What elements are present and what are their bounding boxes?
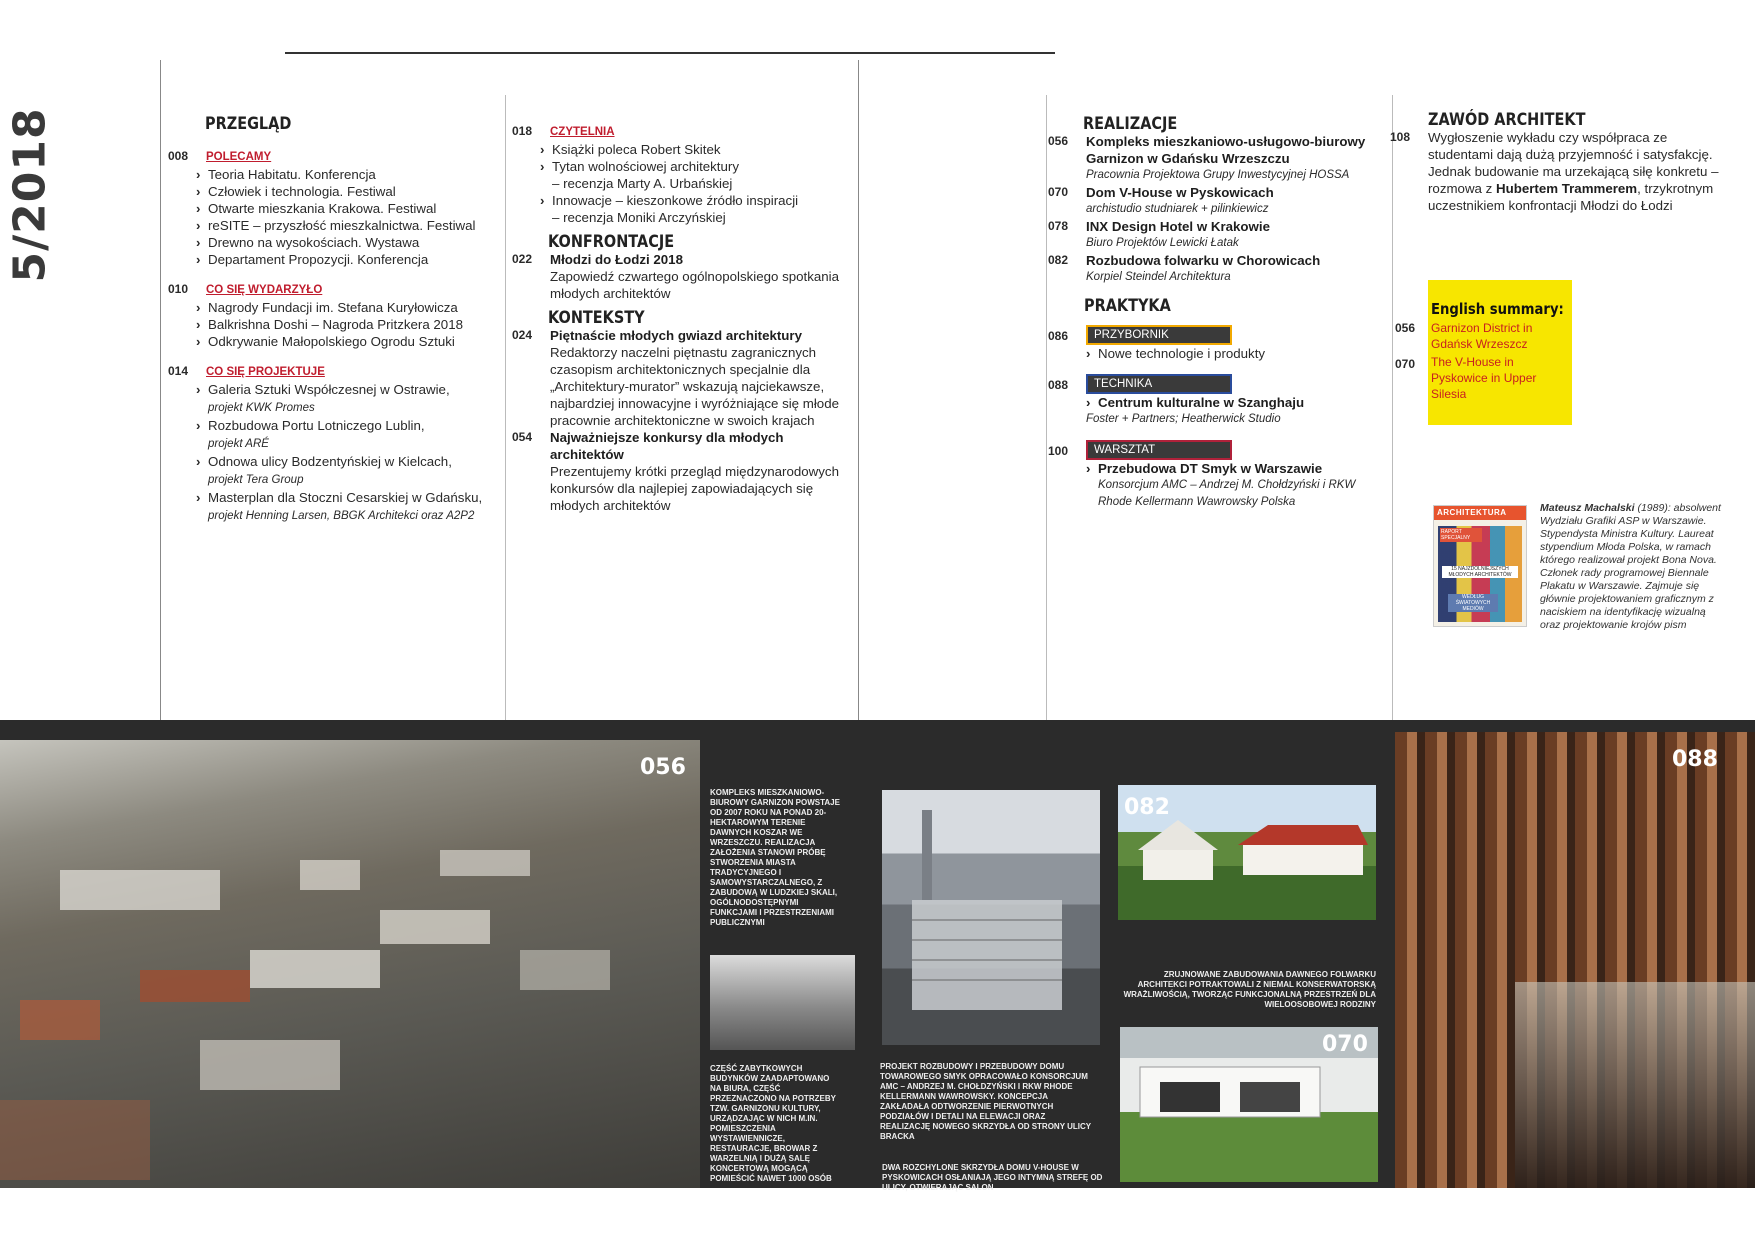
page-number: 010: [168, 282, 189, 296]
divider: [1046, 95, 1047, 720]
page-number: 070: [1322, 1032, 1368, 1057]
page-number: 014: [168, 364, 189, 378]
page-number: 100: [1048, 444, 1069, 458]
page-number: 082: [1048, 253, 1069, 267]
category-tag: WARSZTAT: [1086, 440, 1232, 460]
article-desc: Prezentujemy krótki przegląd międzynarodowych konkursów dla najlepiej zapowiadających się młodych architektów: [550, 464, 839, 513]
list-item[interactable]: › Otwarte mieszkania Krakowa. Festiwal: [196, 200, 498, 217]
subsection-title[interactable]: CO SIĘ WYDARZYŁO: [206, 284, 323, 296]
cover-text: RAPORT SPECJALNY: [1440, 528, 1482, 542]
page-number: 088: [1672, 747, 1718, 772]
page-number: 056: [640, 755, 686, 780]
article-title[interactable]: Rozbudowa folwarku w Chorowicach: [1086, 253, 1321, 268]
section-heading: PRAKTYKA: [1084, 296, 1171, 316]
article-title[interactable]: INX Design Hotel w Krakowie: [1086, 219, 1270, 234]
list-item[interactable]: › Drewno na wysokościach. Wystawa: [196, 234, 498, 251]
photo-historic[interactable]: [710, 955, 855, 1050]
list-item[interactable]: › Przebudowa DT Smyk w Warszawie: [1086, 460, 1383, 477]
page-number: 022: [512, 252, 533, 266]
list-item[interactable]: › Tytan wolnościowej architektury – recenzja Marty A. Urbańskiej: [540, 158, 847, 192]
subsection-title[interactable]: POLECAMY: [206, 151, 272, 163]
list-item[interactable]: › reSITE – przyszłość mieszkalnictwa. Festiwal: [196, 217, 498, 234]
list-item[interactable]: › Człowiek i technologia. Festiwal: [196, 183, 498, 200]
article-author: Pracownia Projektowa Grupy Inwestycyjnej HOSSA: [1086, 169, 1350, 181]
list-item[interactable]: › Nowe technologie i produkty: [1086, 345, 1383, 362]
page-number: 056: [1048, 134, 1069, 148]
column-4: [1390, 112, 1725, 214]
page-number: 078: [1048, 219, 1069, 233]
photo-garnizon[interactable]: [0, 740, 700, 1188]
cover-logo: ARCHITEKTURA: [1434, 506, 1526, 520]
section-heading: ZAWÓD ARCHITEKT: [1428, 110, 1586, 130]
page-number: 056: [1395, 321, 1416, 335]
list-item[interactable]: › Balkrishna Doshi – Nagroda Pritzkera 2018: [196, 316, 498, 333]
article-title[interactable]: Młodzi do Łodzi 2018: [550, 252, 683, 267]
category-tag: TECHNIKA: [1086, 374, 1232, 394]
photo-shanghai[interactable]: [1395, 732, 1755, 1188]
category-tag: PRZYBORNIK: [1086, 325, 1232, 345]
spine: [858, 60, 859, 720]
page-number: 070: [1048, 185, 1069, 199]
page-number: 086: [1048, 329, 1069, 343]
photo-smyk[interactable]: [882, 790, 1100, 1045]
article-title[interactable]: Najważniejsze konkursy dla młodych architektów: [550, 430, 784, 462]
page-number: 108: [1390, 130, 1411, 144]
article-title[interactable]: Piętnaście młodych gwiazd architektury: [550, 328, 802, 343]
page-number: 054: [512, 430, 533, 444]
subsection-title[interactable]: CZYTELNIA: [550, 126, 615, 138]
list-item[interactable]: › Galeria Sztuki Współczesnej w Ostrawie, projekt KWK Promes: [196, 381, 498, 417]
magazine-cover[interactable]: [1433, 505, 1527, 627]
list-item[interactable]: › Masterplan dla Stoczni Cesarskiej w Gdańsku, projekt Henning Larsen, BBGK Architekci oraz A2P2: [196, 489, 498, 525]
photo-caption: CZĘŚĆ ZABYTKOWYCH BUDYNKÓW ZAADAPTOWANO NA BIURA, CZĘŚĆ PRZEZNACZONO NA POTRZEBY TZW. GARNIZONU KULTURY, URZĄDZAJĄC W NICH M.IN. POMIESZCZENIA WYSTAWIENNICZE, RESTAURACJE, BROWAR Z WARZELNIĄ I DUŻĄ SALĘ KONCERTOWĄ MOGĄCĄ POMIEŚCIĆ NAWET 1000 OSÓB: [710, 1064, 836, 1183]
article-author: archistudio studniarek + pilinkiewicz: [1086, 203, 1269, 215]
article-title[interactable]: Dom V-House w Pyskowicach: [1086, 185, 1274, 200]
divider: [285, 52, 1055, 54]
section-heading: REALIZACJE: [1083, 114, 1178, 134]
column-3: [1048, 116, 1383, 511]
list-item[interactable]: › Innowacje – kieszonkowe źródło inspiracji – recenzja Moniki Arczyńskiej: [540, 192, 847, 226]
article-desc: Redaktorzy naczelni piętnastu zagranicznych czasopism architektonicznych specjalnie dla „Architektury-murator” wskazują najciekawsze, najbardziej innowacyjne i wyróżniające się młode pracownie architektoniczne w swoich krajach: [550, 345, 839, 428]
list-item[interactable]: › Odnowa ulicy Bodzentyńskiej w Kielcach, projekt Tera Group: [196, 453, 498, 489]
article-desc[interactable]: Wygłoszenie wykładu czy współpraca ze studentami dają dużą przyjemność i satysfakcję. Jednak budowanie ma urzekającą siłę konkretu – rozmowa z Hubertem Trammerem, trzykrotnym uczestnikiem konfrontacji Młodzi do Łodzi: [1428, 130, 1719, 213]
article-author: Biuro Projektów Lewicki Łatak: [1086, 237, 1239, 249]
english-item[interactable]: Garnizon District in Gdańsk Wrzeszcz: [1431, 321, 1533, 351]
section-heading: KONTEKSTY: [548, 308, 645, 328]
article-author: Korpiel Steindel Architektura: [1086, 271, 1231, 283]
cover-credit: Mateusz Machalski (1989): absolwent Wydziału Grafiki ASP w Warszawie. Stypendysta Ministra Kultury. Laureat stypendium Młoda Polska, w ramach którego realizował projekt Bona Nova. Członek rady programowej Biennale Plakatu w Warszawie. Zajmuje się głównie projektowaniem graficznym z naciskiem na identyfikację wizualną oraz projektowanie krojów pism: [1540, 502, 1721, 631]
article-author: Konsorcjum AMC – Andrzej M. Chołdzyński i RKW Rhode Kellermann Wawrowsky Polska: [1098, 479, 1356, 508]
english-summary-box: [1428, 280, 1572, 425]
list-item[interactable]: › Teoria Habitatu. Konferencja: [196, 166, 498, 183]
page-number: 008: [168, 149, 189, 163]
page-number: 082: [1124, 795, 1170, 820]
photo-caption: DWA ROZCHYLONE SKRZYDŁA DOMU V-HOUSE W PYSKOWICACH OSŁANIAJĄ JEGO INTYMNĄ STREFĘ OD ULICY, OTWIERAJĄC SALON: [882, 1163, 1103, 1192]
page-number: 088: [1048, 378, 1069, 392]
list-item[interactable]: › Książki poleca Robert Skitek: [540, 141, 847, 158]
przeglad-column: [168, 116, 498, 525]
page-number: 024: [512, 328, 533, 342]
article-author: Foster + Partners; Heatherwick Studio: [1086, 413, 1281, 425]
photo-strip: [0, 720, 1755, 1192]
column-2: [512, 122, 847, 514]
cover-text: WEDŁUG ŚWIATOWYCH MEDIÓW: [1448, 594, 1498, 612]
page-number: 070: [1395, 357, 1416, 371]
english-item[interactable]: The V-House in Pyskowice in Upper Silesia: [1431, 355, 1537, 401]
english-summary-title: English summary:: [1431, 300, 1564, 318]
list-item[interactable]: › Centrum kulturalne w Szanghaju: [1086, 394, 1383, 411]
section-heading: PRZEGLĄD: [205, 114, 292, 134]
section-heading: KONFRONTACJE: [548, 232, 675, 252]
article-desc: Zapowiedź czwartego ogólnopolskiego spotkania młodych architektów: [550, 269, 840, 301]
list-item[interactable]: › Rozbudowa Portu Lotniczego Lublin, projekt ARÉ: [196, 417, 498, 453]
article-title[interactable]: Kompleks mieszkaniowo-usługowo-biurowy Garnizon w Gdańsku Wrzeszczu: [1086, 134, 1366, 166]
photo-caption: KOMPLEKS MIESZKANIOWO-BIUROWY GARNIZON POWSTAJE OD 2007 ROKU NA PONAD 20-HEKTAROWYM TERENIE DAWNYCH KOSZAR WE WRZESZCZU. REALIZACJA ZAŁOŻENIA STANOWI PRÓBĘ STWORZENIA MIASTA TRADYCYJNEGO I SAMOWYSTARCZALNEGO, Z ZABUDOWĄ W LUDZKIEJ SKALI, OGÓLNODOSTĘPNYMI FUNKCJAMI I PRZESTRZENIAMI PUBLICZNYMI: [710, 788, 840, 927]
list-item[interactable]: › Nagrody Fundacji im. Stefana Kuryłowicza: [196, 299, 498, 316]
list-item[interactable]: › Odkrywanie Małopolskiego Ogrodu Sztuki: [196, 333, 498, 350]
divider: [505, 95, 506, 720]
page-number: 018: [512, 124, 533, 138]
issue-number: 5/2018: [4, 107, 56, 283]
cover-text: 15 NAJZDOLNIEJSZYCH MŁODYCH ARCHITEKTÓW: [1442, 566, 1518, 578]
photo-caption: PROJEKT ROZBUDOWY I PRZEBUDOWY DOMU TOWAROWEGO SMYK OPRACOWAŁO KONSORCJUM AMC – ANDRZEJ M. CHOŁDZYŃSKI I RKW RHODE KELLERMANN WAWROWSKY. KONCEPCJA ZAKŁADAŁA ODTWORZENIE PIERWOTNYCH PODZIAŁÓW I DETALI NA ELEWACJI ORAZ REALIZACJĘ NOWEGO SKRZYDŁA OD STRONY ULICY BRACKA: [880, 1062, 1091, 1141]
photo-caption: ZRUJNOWANE ZABUDOWANIA DAWNEGO FOLWARKU ARCHITEKCI POTRAKTOWALI Z NIEMAL KONSERWATORSKĄ WRAŻLIWOŚCIĄ, TWORZĄC FUNKCJONALNĄ PRZESTRZEŃ DLA WIELOOSOBOWEJ RODZINY: [1123, 970, 1376, 1009]
subsection-title[interactable]: CO SIĘ PROJEKTUJE: [206, 366, 325, 378]
page-edge: [160, 60, 161, 720]
list-item[interactable]: › Departament Propozycji. Konferencja: [196, 251, 498, 268]
